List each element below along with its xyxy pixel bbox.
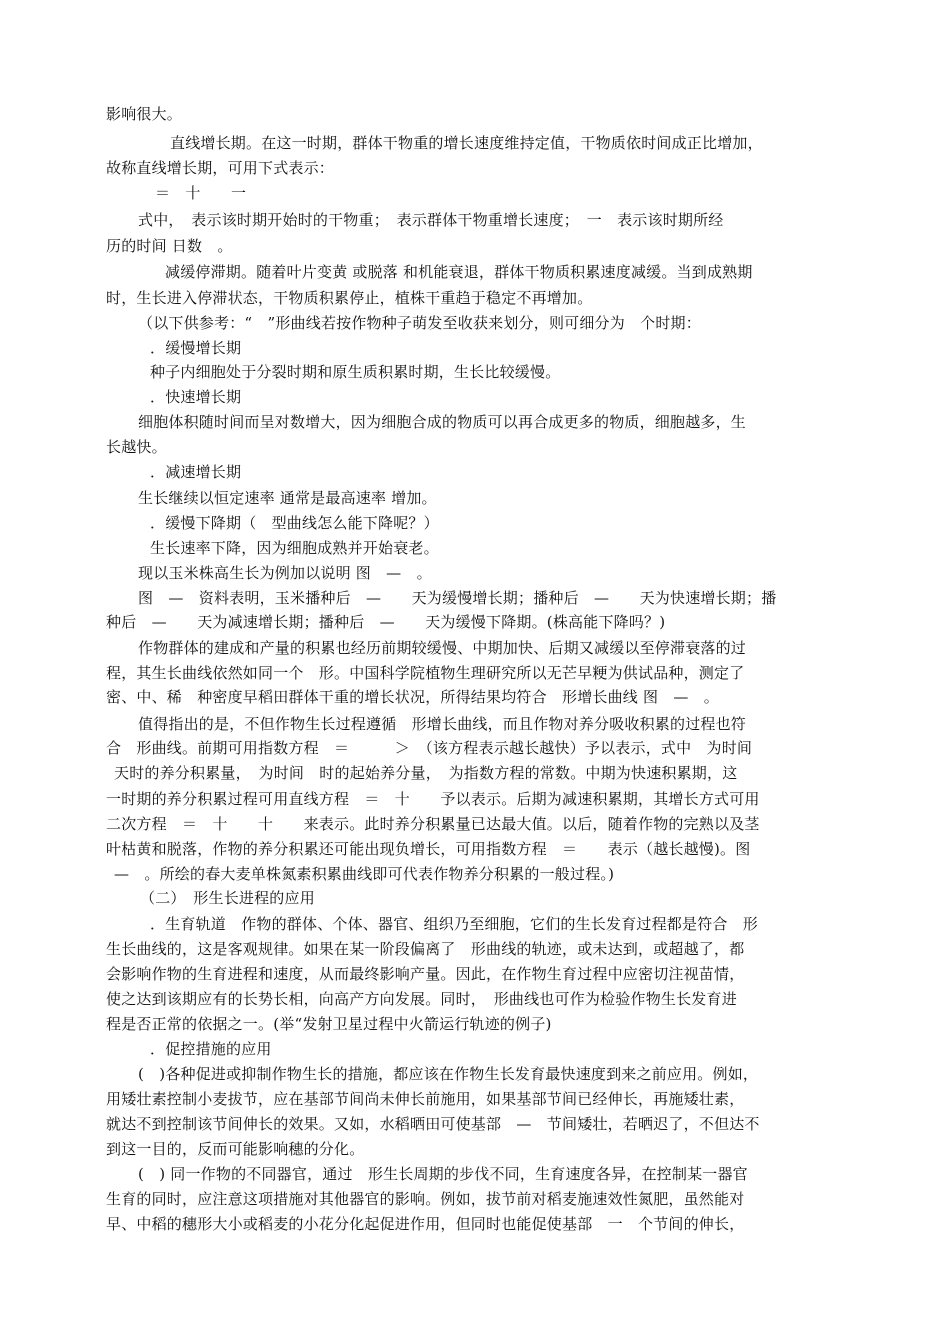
text-line: ( )各种促进或抑制作物生长的措施，都应该在作物生长发育最快速度到来之前应用。例如， <box>138 1065 759 1083</box>
list-heading: ．快速增长期 <box>150 388 242 406</box>
text-line: 式中， 表示该时期开始时的干物重； 表示群体干物重增长速度； 一 表示该时期所经 <box>138 211 724 229</box>
text-line: 时，生长进入停滞状态，干物质积累停止，植株干重趋于稳定不再增加。 <box>106 289 593 307</box>
text-line: 减缓停滞期。随着叶片变黄 或脱落 和机能衰退，群体干物质积累速度减缓。当到成熟期 <box>165 263 753 281</box>
text-line: 会影响作物的生育进程和速度，从而最终影响产量。因此，在作物生育过程中应密切注视苗情， <box>106 965 745 983</box>
text-line: 早、中稻的穗形大小或稻麦的小花分化起促进作用，但同时也能促使基部 一 个节间的伸长， <box>106 1215 745 1233</box>
text-line: 现以玉米株高生长为例加以说明 图 — 。 <box>138 564 432 582</box>
text-line: 值得指出的是，不但作物生长过程遵循 形增长曲线，而且作物对养分吸收积累的过程也符 <box>138 715 747 733</box>
text-line: 历的时间 日数 。 <box>106 237 233 255</box>
text-line: 生育的同时，应注意这项措施对其他器官的影响。例如，拔节前对稻麦施速效性氮肥，虽然能对 <box>106 1190 745 1208</box>
text-line: 生长继续以恒定速率 通常是最高速率 增加。 <box>138 489 437 507</box>
text-line: 使之达到该期应有的长势长相，向高产方向发展。同时， 形曲线也可作为检验作物生长发育进 <box>106 990 737 1008</box>
list-heading: ．缓慢增长期 <box>150 339 242 357</box>
text-line: 合 形曲线。前期可用指数方程 ＝ ＞ （该方程表示越长越快）予以表示，式中 为时间 <box>106 739 753 757</box>
text-line: 直线增长期。在这一时期，群体干物重的增长速度维持定值，干物质依时间成正比增加， <box>170 134 763 152</box>
text-line: 密、中、稀 种密度早稻田群体干重的增长状况，所得结果均符合 形增长曲线 图 — 。 <box>106 688 719 706</box>
text-line: 种子内细胞处于分裂时期和原生质积累时期，生长比较缓慢。 <box>150 363 561 381</box>
section-heading: （二） 形生长进程的应用 <box>140 889 315 907</box>
text-line: 种后 — 天为减速增长期；播种后 — 天为缓慢下降期。(株高能下降吗？) <box>106 613 666 631</box>
text-line: 就达不到控制该节间伸长的效果。又如，水稻晒田可使基部 — 节间矮壮，若晒迟了，不但达不 <box>106 1115 760 1133</box>
text-line: 到这一目的，反而可能影响穗的分化。 <box>106 1140 365 1158</box>
text-line: 叶枯黄和脱落，作物的养分积累还可能出现负增长，可用指数方程 ＝ 表示（越长越慢)。图 <box>106 840 751 858</box>
text-line: 二次方程 ＝ 十 十 来表示。此时养分积累量已达最大值。以后，随着作物的完熟以及茎 <box>106 815 760 833</box>
formula-line: ＝ 十 一 <box>155 184 247 202</box>
list-heading: ．促控措施的应用 <box>150 1040 272 1058</box>
text-line: 细胞体积随时间而呈对数增大，因为细胞合成的物质可以再合成更多的物质，细胞越多，生 <box>138 413 747 431</box>
text-line: 程，其生长曲线依然如同一个 形。中国科学院植物生理研究所以无芒早粳为供试品种，测定了 <box>106 664 745 682</box>
text-line: 一时期的养分积累过程可用直线方程 ＝ 十 予以表示。后期为减速积累期，其增长方式可用 <box>106 790 760 808</box>
text-line: 用矮壮素控制小麦拔节，应在基部节间尚未伸长前施用，如果基部节间已经伸长，再施矮壮素， <box>106 1090 745 1108</box>
text-line: （以下供参考：“ ”形曲线若按作物种子萌发至收获来划分，则可细分为 个时期： <box>138 314 701 332</box>
text-line: 程是否正常的依据之一。(举“发射卫星过程中火箭运行轨迹的例子) <box>106 1015 552 1033</box>
text-line: 作物群体的建成和产量的积累也经历前期较缓慢、中期加快、后期又减缓以至停滞衰落的过 <box>138 639 747 657</box>
list-heading: ．缓慢下降期（ 型曲线怎么能下降呢？） <box>150 514 439 532</box>
text-line: 生长速率下降，因为细胞成熟并开始衰老。 <box>150 539 439 557</box>
text-line: 生长曲线的，这是客观规律。如果在某一阶段偏离了 形曲线的轨迹，或未达到，或超越了，都 <box>106 940 745 958</box>
text-line: ．生育轨道 作物的群体、个体、器官、组织乃至细胞，它们的生长发育过程都是符合 形 <box>150 915 759 933</box>
text-line: ( ) 同一作物的不同器官，通过 形生长周期的步伐不同，生育速度各异，在控制某一器官 <box>138 1165 748 1183</box>
text-line: 天时的养分积累量， 为时间 时的起始养分量， 为指数方程的常数。中期为快速积累期，这 <box>114 764 738 782</box>
text-line: 图 — 资料表明，玉米播种后 — 天为缓慢增长期；播种后 — 天为快速增长期；播 <box>138 589 777 607</box>
text-line: 故称直线增长期，可用下式表示： <box>106 159 335 177</box>
text-line: 长越快。 <box>106 438 167 456</box>
list-heading: ．减速增长期 <box>150 463 242 481</box>
text-line: 影响很大。 <box>106 105 183 123</box>
text-line: — 。所绘的春大麦单株氮素积累曲线即可代表作物养分积累的一般过程。) <box>114 865 615 883</box>
